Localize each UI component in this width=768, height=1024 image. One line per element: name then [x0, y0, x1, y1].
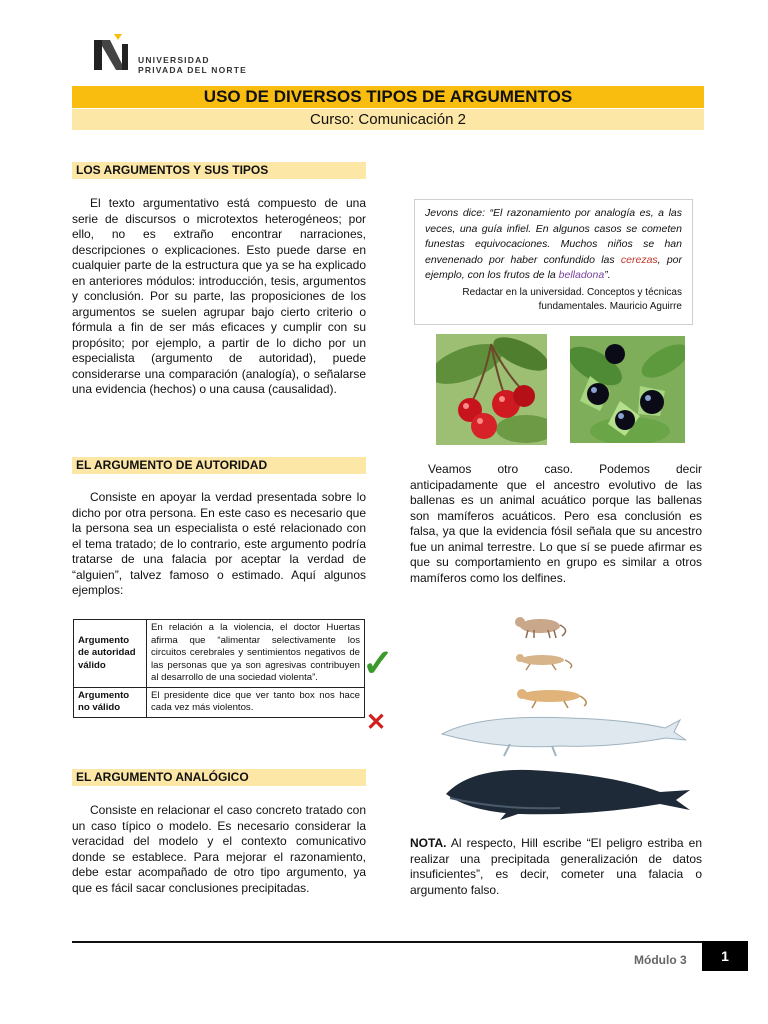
whale-case-text: Veamos otro caso. Podemos decir anticipadamente que el ancestro evolutivo de las ballenas es un animal acuático porque las ballenas son mamíferos acuáticos. Pero esa conclusión es falsa, ya que la evidencia fósil señala que su ancestro fue un animal terrestre. Lo que sí se puede afirmar es que su comportamiento en grupo es similar a otros mamíferos como los delfines. [410, 462, 702, 585]
whale-evolution-image [440, 610, 695, 820]
row-label: Argumento de autoridad válido [74, 620, 147, 688]
cherries-image [436, 334, 547, 445]
table-row [74, 687, 365, 717]
title-banner [72, 86, 704, 108]
row-label: Argumento no válido [74, 687, 147, 717]
nota-text: NOTA. Al respecto, Hill escribe “El peligro estriba en realizar una precipitada generalización de datos insuficientes”, es decir, cometer una falacia o argumento falso. [410, 836, 702, 897]
belladona-image [570, 336, 685, 443]
page-number: 1 [702, 941, 748, 971]
row-text: El presidente dice que ver tanto box nos hace cada vez más violentos. [147, 687, 365, 717]
quote-source: Redactar en la universidad. Conceptos y técnicas fundamentales. Mauricio Aguirre [462, 286, 682, 312]
section-body-analogico: Consiste en relacionar el caso concreto tratado con un caso típico o modelo. Es necesario considerar la veracidad del modelo y el contexto comunicativo donde se establece. Para mejorar el razonamiento, debe estar acompañado de otro tipo argumento, ya que es fácil sacar conclusiones precipitadas. [72, 803, 366, 895]
subtitle-banner [72, 109, 704, 130]
examples-table [73, 619, 365, 718]
section-heading-tipos: LOS ARGUMENTOS Y SUS TIPOS [72, 162, 366, 179]
footer-module: Módulo 3 [634, 953, 687, 967]
valid-check-icon: ✓ [362, 643, 394, 685]
section-heading-analogico: EL ARGUMENTO ANALÓGICO [72, 769, 366, 786]
logo-text: UNIVERSIDAD PRIVADA DEL NORTE [138, 55, 248, 75]
footer-rule [72, 941, 704, 943]
course-subtitle: Curso: Comunicación 2 [310, 111, 466, 128]
quote-box [414, 199, 693, 325]
table-row [74, 620, 365, 688]
page-title: USO DE DIVERSOS TIPOS DE ARGUMENTOS [203, 87, 573, 106]
invalid-cross-icon: ✕ [366, 709, 387, 736]
section-heading-autoridad: EL ARGUMENTO DE AUTORIDAD [72, 457, 366, 474]
quote-text: Jevons dice: “El razonamiento por analogía es, a las veces, una guía infiel. En algunos casos se cometen funestas equivocaciones. Muchos niños se han envenenado por haber confundido las cerezas, por ejemplo, con los frutos de la belladona”. [425, 207, 682, 281]
section-body-tipos: El texto argumentativo está compuesto de una serie de discursos o microtextos heterogéneos; por ello, no es extraño encontrar narraciones, descripciones o explicaciones. Esto puede darse en cualquier parte de la estructura que ya se ha explicado en anteriores módulos: introducción, tesis, argumentos y conclusión. Por su parte, las proposiciones de los argumentos se suelen agrupar bajo cierto criterio o fórmula a fin de ser más eficaces y cumplir con su propósito; por ejemplo, a partir de lo dicho por un especialista (argumento de autoridad), puede considerarse una comparación (analogía), o señalarse una evidencia (hechos) o una causa (causalidad). [72, 196, 366, 396]
section-body-autoridad: Consiste en apoyar la verdad presentada sobre lo dicho por otra persona. En este caso es necesario que la persona sea un especialista o esté relacionado con el tema tratado; de lo contrario, este argumento podría tratarse de una falacia por aceptar la verdad de “alguien”, talvez famoso o estimado. Aquí algunos ejemplos: [72, 490, 366, 597]
row-text: En relación a la violencia, el doctor Huertas afirma que “alimentar selectivamente los circuitos cerebrales y sentimientos negativos de las personas que ya son agresivas contribuyen al desarrollo de una sociedad violenta”. [147, 620, 365, 688]
university-logo-icon [92, 34, 132, 74]
